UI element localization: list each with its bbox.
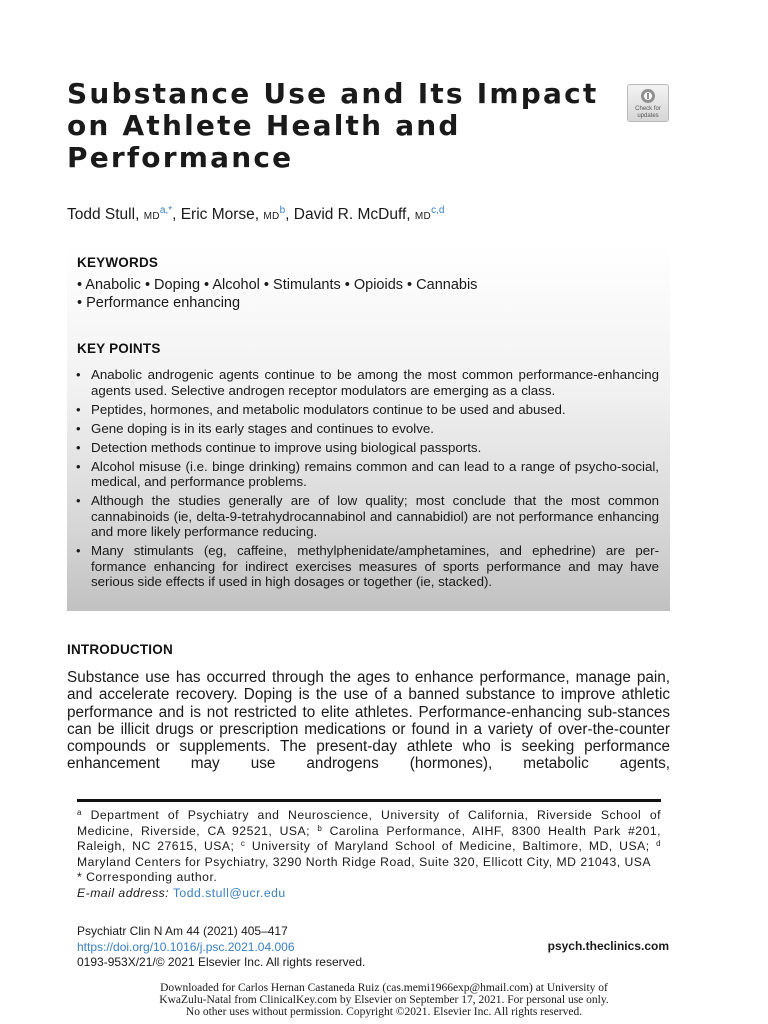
key-points-heading: KEY POINTS <box>77 341 161 356</box>
badge-label: Check for updates <box>635 106 661 119</box>
author-name: Todd Stull, <box>67 206 140 223</box>
download-notice: Downloaded for Carlos Hernan Castaneda Ruiz (cas.memi1966exp@hmail.com) at University of KwaZulu-Natal from ClinicalKey.com by Elsevier on September 17, 2021. For personal use only. No other uses without permission. Copyright ©2021. Elsevier Inc. All rights reserved. <box>159 982 609 1018</box>
bullet-icon: • <box>76 401 81 417</box>
bullet-icon: • <box>76 493 81 508</box>
key-point-item: • Many stimulants (eg, caffeine, methylphenidate/amphetamines, and ephedrine) are per-formance enhancing for indirect exercises measures of sports performance and may have serious side effects if used in high dosages or together (ie, stacked). <box>76 543 659 589</box>
author-name: David R. McDuff, <box>293 206 411 223</box>
affiliation-b: Carolina Performance, AIHF, 8300 Health Park #201, Raleigh, NC 27615, USA; <box>77 823 662 853</box>
affiliation-c: University of Maryland School of Medicine, Baltimore, MD, USA; <box>251 839 650 853</box>
key-point-item: • Although the studies generally are of low quality; most conclude that the most common cannabinoids (ie, delta-9-tetrahydrocannabinol and cannabidiol) are not performance enhancing and more likely performance reducing. <box>76 493 659 539</box>
author-affiliation-marker[interactable]: a,* <box>159 205 173 216</box>
journal-site[interactable]: psych.theclinics.com <box>547 939 669 953</box>
email-link[interactable]: Todd.stull@ucr.edu <box>172 885 286 900</box>
author-degree: MD <box>414 211 432 222</box>
keywords-heading: KEYWORDS <box>77 255 159 270</box>
bullet-icon: • <box>76 420 81 436</box>
title-line: Performance <box>67 141 294 174</box>
key-point-item: • Alcohol misuse (i.e. binge drinking) remains common and can lead to a range of psycho-social, medical, and performance problems. <box>76 458 659 489</box>
footnote-divider <box>77 799 661 802</box>
key-point-item: • Peptides, hormones, and metabolic modulators continue to be used and abused. <box>76 401 566 417</box>
author-name: Eric Morse, <box>180 206 260 223</box>
author-affiliation-marker[interactable]: c,d <box>431 205 445 216</box>
key-point-item: • Detection methods continue to improve using biological passports. <box>76 439 482 455</box>
keywords-keypoints-panel <box>67 246 670 611</box>
title-line: Substance Use and Its Impact <box>67 77 599 110</box>
author-degree: MD <box>143 211 160 222</box>
journal-info <box>77 924 365 971</box>
author-degree: MD <box>263 211 280 222</box>
key-points-list <box>75 367 659 593</box>
journal-citation: Psychiatr Clin N Am 44 (2021) 405–417 <box>77 924 288 938</box>
corresponding-author: * Corresponding author. <box>77 870 218 884</box>
title-line: on Athlete Health and <box>67 109 461 142</box>
key-point-item: • Anabolic androgenic agents continue to be among the most common performance-enhancing agents used. Selective androgen receptor modulators are emerging as a class. <box>76 367 659 398</box>
bullet-icon: • <box>76 367 81 382</box>
introduction-heading: INTRODUCTION <box>67 642 173 657</box>
bullet-icon: • <box>76 543 81 558</box>
introduction-paragraph: Substance use has occurred through the ages to enhance performance, manage pain, and accelerate recovery. Doping is the use of a banned substance to improve athletic performance and is not restricted to elite athletes. Performance-enhancing sub-stances can be illicit drugs or prescription medications or found in a variety of over-the-counter compounds or supplements. The present-day athlete who is seeking performance enhancement may use androgens (hormones), metabolic agents, <box>67 669 670 773</box>
affiliation-d: Maryland Centers for Psychiatry, 3290 North Ridge Road, Suite 320, Ellicott City, MD 21043, USA <box>77 854 652 869</box>
keywords-line: • Performance enhancing <box>77 295 241 311</box>
author-affiliation-marker[interactable]: b <box>279 205 286 216</box>
keywords-line: • Anabolic • Doping • Alcohol • Stimulants • Opioids • Cannabis <box>77 277 478 293</box>
doi-link[interactable]: https://doi.org/10.1016/j.psc.2021.04.006 <box>77 939 295 954</box>
key-point-item: • Gene doping is in its early stages and continues to evolve. <box>76 420 434 436</box>
author-list: Todd Stull, $MD^{a,*}$, Eric Morse, $MD^b$, David R. McDuff, MD$^{c,d}$ <box>67 205 445 223</box>
bullet-icon: • <box>76 439 81 455</box>
copyright-line: 0193-953X/21/© 2021 Elsevier Inc. All rights reserved. <box>77 955 366 969</box>
affiliations-footnote: $^a$ Department of Psychiatry and Neuroscience, University of California, Riverside School of Medicine, Riverside, CA 92521, USA; $^b$ Carolina Performance, AIHF, 8300 Health Park #201, Raleigh, NC 27615, USA; $^c$ University of Maryland School of Medicine, Baltimore, MD, USA; $^d$ Maryland Centers for Psychiatry, 3290 North Ridge Road, Suite 320, Ellicott City, MD 21043, USA * Corresponding author. E-mail address: Todd.stull@ucr.edu <box>77 808 662 900</box>
affiliation-a: Department of Psychiatry and Neuroscience, University of California, Riverside School of Medicine, Riverside, CA 92521, USA; <box>77 808 661 838</box>
check-for-updates-badge[interactable] <box>627 84 669 122</box>
email-label: E-mail address: <box>77 885 170 900</box>
update-circle-icon <box>641 89 655 103</box>
bullet-icon: • <box>76 458 81 474</box>
article-title <box>67 78 607 174</box>
